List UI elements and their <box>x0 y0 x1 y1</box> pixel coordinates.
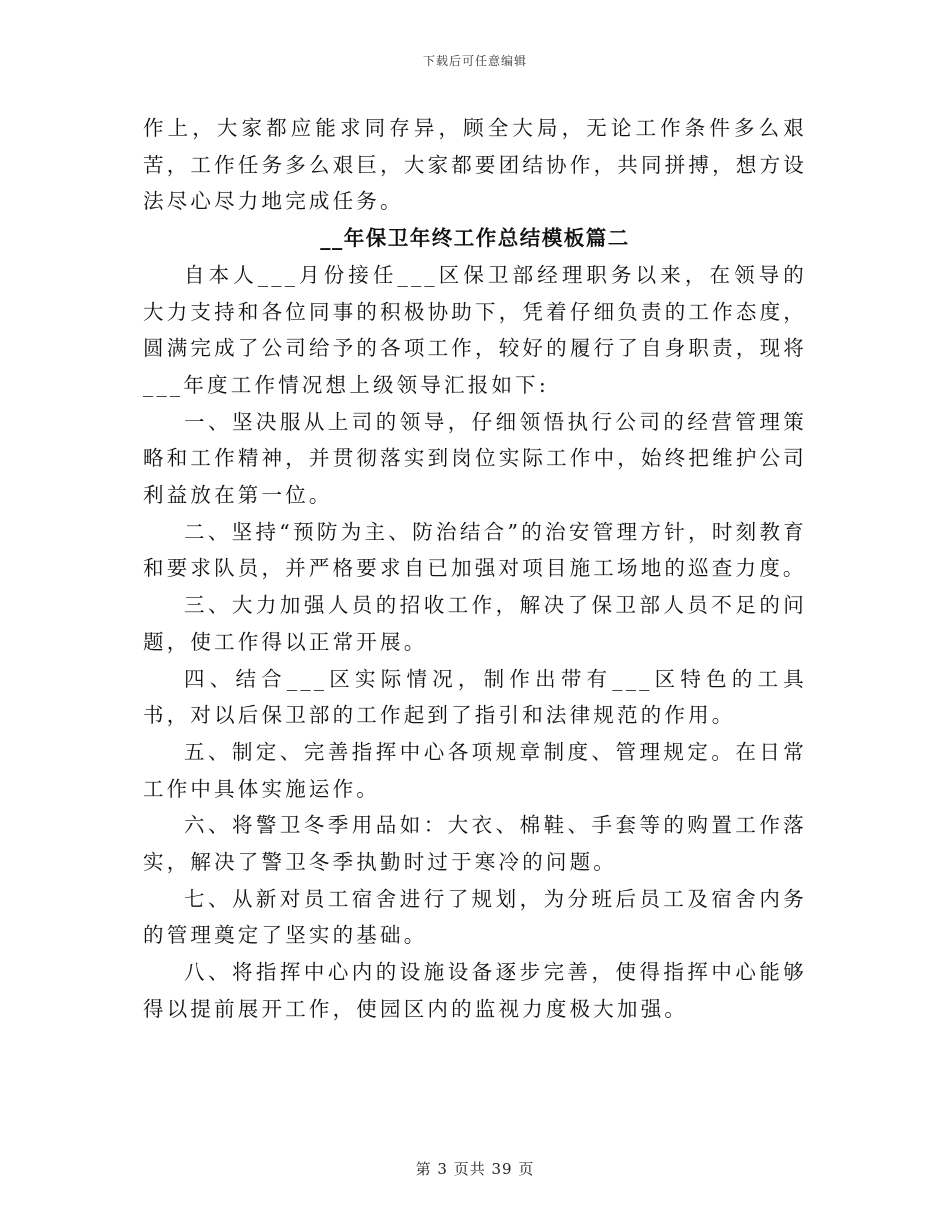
item-paragraph-5: 五、制定、完善指挥中心各项规章制度、管理规定。在日常工作中具体实施运作。 <box>143 739 807 801</box>
item-paragraph-3: 三、大力加强人员的招收工作，解决了保卫部人员不足的问题，使工作得以正常开展。 <box>143 593 807 654</box>
item-paragraph-1: 一、坚决服从上司的领导，仔细领悟执行公司的经营管理策略和工作精神，并贯彻落实到岗位实际工作中，始终把维护公司利益放在第一位。 <box>143 409 807 508</box>
item-paragraph-4: 四、结合___区实际情况，制作出带有___区特色的工具书，对以后保卫部的工作起到了指引和法律规范的作用。 <box>143 666 807 728</box>
intro-paragraph: 自本人___月份接任___区保卫部经理职务以来，在领导的大力支持和各位同事的积极协助下，凭着仔细负责的工作态度，圆满完成了公司给予的各项工作，较好的履行了自身职责，现将___年度工作情况想上级领导汇报如下: <box>143 262 807 397</box>
section-title: __年保卫年终工作总结模板篇二 <box>320 226 630 251</box>
item-paragraph-2: 二、坚持“预防为主、防治结合”的治安管理方针，时刻教育和要求队员，并严格要求自已加强对项目施工场地的巡查力度。 <box>143 519 807 581</box>
document-body <box>143 110 807 1028</box>
item-paragraph-7: 七、从新对员工宿舍进行了规划，为分班后员工及宿舍内务的管理奠定了坚实的基础。 <box>143 886 807 948</box>
page-footer: 第 3 页共 39 页 <box>415 1160 535 1178</box>
item-paragraph-8: 八、将指挥中心内的设施设备逐步完善，使得指挥中心能够得以提前展开工作，使园区内的监视力度极大加强。 <box>143 960 807 1021</box>
continuation-paragraph: 作上，大家都应能求同存异，顾全大局，无论工作条件多么艰苦，工作任务多么艰巨，大家都要团结协作，共同拼搏，想方设法尽心尽力地完成任务。 <box>143 116 807 214</box>
item-paragraph-6: 六、将警卫冬季用品如：大衣、棉鞋、手套等的购置工作落实，解决了警卫冬季执勤时过于寒冷的问题。 <box>143 813 807 875</box>
page-header: 下载后可任意编辑 <box>422 54 527 68</box>
